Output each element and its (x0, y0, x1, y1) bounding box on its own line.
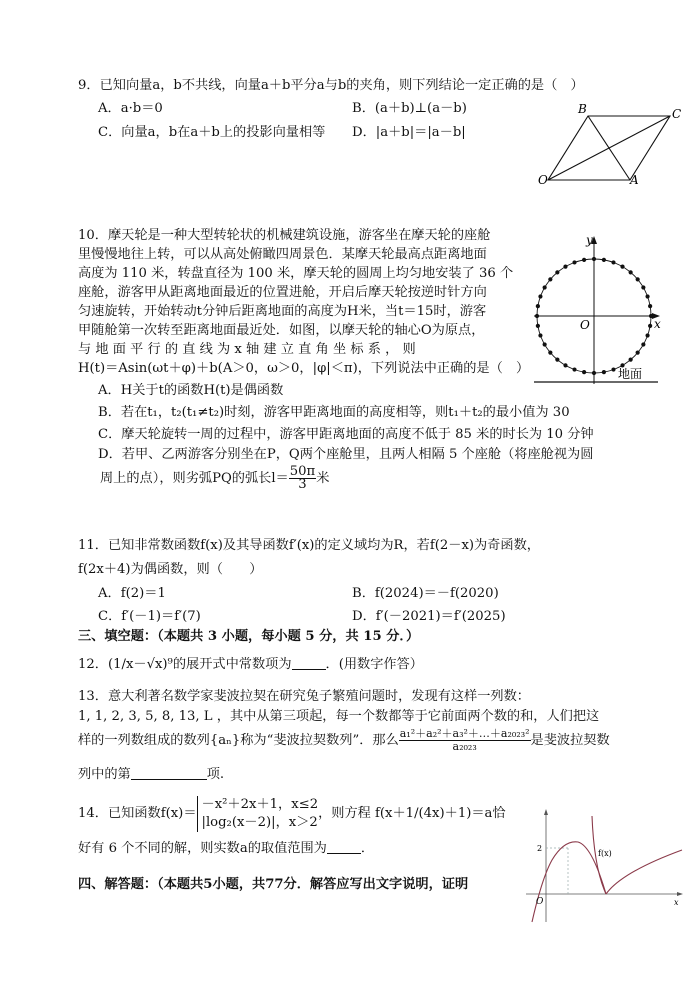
q14-line-2 (78, 840, 374, 858)
cabin-dot (563, 265, 567, 269)
q11-line-1: 11．已知非常数函数f(x)及其导函数f′(x)的定义域均为R，若f(2－x)为奇函数， (78, 538, 540, 553)
y-axis-arrow (544, 809, 548, 815)
cabin-dot (592, 257, 596, 261)
cabin-dot (538, 333, 542, 337)
q10-d-text-b: 米 (316, 471, 330, 486)
q10-option-b: B．若在t₁，t₂(t₁≠t₂)时刻，游客甲距离地面的高度相等，则t₁＋t₂的最小值为 30 (98, 405, 570, 420)
q13-line-1: 13．意大利著名数学家斐波拉契在研究兔子繁殖问题时，发现有这样一列数： (78, 689, 530, 704)
label-o: O (538, 173, 548, 187)
q9-option-c: C．向量a，b在a＋b上的投影向量相等 (98, 125, 326, 140)
cabin-dot (543, 285, 547, 289)
q14-piecewise (197, 796, 319, 832)
q10-option-d-line-2 (100, 466, 329, 491)
q13-line-2: 1, 1, 2, 3, 5, 8, 13, L ，其中从第三项起，每一个数都等于它前面两个数的和，人们把这 (78, 709, 600, 724)
cabin-dot (649, 314, 653, 318)
x-axis-arrow (677, 892, 683, 896)
cabin-dot (548, 277, 552, 281)
cabin-dot (572, 367, 576, 371)
q13-text-a: 样的一列数组成的数列{aₙ}称为“斐波拉契数列”．那么 (78, 733, 399, 748)
cabin-dot (555, 270, 559, 274)
q9-option-a: A．a·b＝0 (98, 101, 163, 116)
cabin-dot (582, 258, 586, 262)
q11-option-d: D．f′(－2021)＝f′(2025) (352, 609, 506, 624)
section-4-heading: 四、解答题：（本题共5小题，共77分．解答应写出文字说明，证明 (78, 877, 469, 892)
q9-option-d: D．|a＋b|＝|a－b| (352, 125, 466, 140)
q12-line (78, 653, 423, 677)
q11-line-2: f(2x＋4)为偶函数，则（ ） (78, 562, 263, 577)
cabin-dot (536, 304, 540, 308)
label-x: x (654, 317, 661, 331)
q10-option-a: A．H关于t的函数H(t)是偶函数 (98, 383, 284, 398)
q10-d-numerator: 50π (289, 464, 316, 479)
q12-prefix: 12． (78, 657, 108, 672)
q14-case-2: |log₂(x－2)|，x＞2 (201, 814, 318, 830)
cabin-dot (563, 363, 567, 367)
cabin-dot (636, 351, 640, 355)
q10-line-6: 甲随舱第一次转至距离地面最近处．如图，以摩天轮的轴心O为原点， (78, 323, 485, 338)
cabin-dot (592, 371, 596, 375)
cabin-dot (555, 358, 559, 362)
cabin-dot (629, 270, 633, 274)
cabin-dot (641, 285, 645, 289)
q13-text-c: 列中的第 (78, 767, 131, 782)
label-a: A (630, 173, 639, 187)
q10-line-4: 座舱，游客甲从距离地面最近的位置进舱，开启后摩天轮按逆时针方向 (78, 285, 487, 300)
label-x: x (674, 898, 679, 907)
label-ground: 地面 (618, 367, 643, 381)
q9-parallelogram-figure (534, 100, 684, 190)
q11-option-a: A．f(2)＝1 (98, 586, 166, 601)
q12-tail: ．(用数字作答） (325, 657, 423, 672)
q13-numerator: a₁²＋a₂²＋a₃²＋…＋a₂₀₂₃² (399, 727, 530, 740)
cabin-dot (620, 265, 624, 269)
section-3-heading: 三、填空题：（本题共 3 小题，每小题 5 分，共 15 分．） (78, 629, 420, 644)
cabin-dot (538, 294, 542, 298)
q14-line-1 (78, 794, 506, 834)
cabin-dot (543, 342, 547, 346)
q10-line-5: 匀速旋转，开始转动t分钟后距离地面的高度为H米，当t＝15时，游客 (78, 304, 487, 319)
q10-d-fraction (289, 466, 316, 491)
q14-function-graph (522, 808, 687, 926)
label-o: O (536, 897, 544, 907)
q13-line-3 (78, 727, 610, 755)
q10-option-d-line-1: D．若甲、乙两游客分别坐在P，Q两个座舱里，且两人相隔 5 个座舱（将座舱视为圆 (98, 447, 594, 462)
diagonal-ab (588, 116, 630, 180)
q12-suffix: 的展开式中常数项为 (172, 657, 292, 672)
q10-line-2: 里慢慢地往上转，可以从高处俯瞰四周景色．某摩天轮最高点距离地面 (78, 247, 487, 262)
q10-line-1: 10．摩天轮是一种大型转轮状的机械建筑设施，游客坐在摩天轮的座舱 (78, 228, 491, 243)
q9-option-b: B．(a＋b)⊥(a－b) (352, 101, 467, 116)
cabin-dot (611, 260, 615, 264)
cabin-dot (648, 304, 652, 308)
q10-option-c: C．摩天轮旋转一周的过程中，游客甲距离地面的高度不低于 85 米的时长为 10 分钟 (98, 427, 594, 442)
cabin-dot (629, 358, 633, 362)
q13-line-4 (78, 766, 224, 784)
curve-log-right (606, 850, 682, 894)
q12-answer-blank (292, 657, 326, 670)
label-fx: f(x) (598, 849, 612, 858)
cabin-dot (645, 333, 649, 337)
cabin-dot (582, 370, 586, 374)
q11-option-b: B．f(2024)＝－f(2020) (352, 586, 499, 601)
q10-d-denominator: 3 (298, 477, 307, 492)
q10-line-7: 与 地 面 平 行 的 直 线 为 x 轴 建 立 直 角 坐 标 系 ， 则 (78, 342, 416, 357)
cabin-dot (602, 370, 606, 374)
cabin-dot (641, 342, 645, 346)
q14-answer-blank (327, 841, 361, 854)
q14-suffix: ，则方程 f(x＋1/(4x)＋1)＝a恰 (318, 806, 506, 821)
label-c: C (672, 107, 682, 121)
cabin-dot (611, 367, 615, 371)
label-y2: 2 (537, 844, 543, 853)
cabin-dot (572, 260, 576, 264)
cabin-dot (602, 258, 606, 262)
cabin-dot (636, 277, 640, 281)
q9-stem: 9．已知向量a，b不共线，向量a＋b平分a与b的夹角，则下列结论一定正确的是（ ） (78, 78, 584, 93)
q12-expression: (1/x－√x)⁹ (107, 657, 173, 672)
q10-d-text-a: 周上的点），则劣弧PQ的弧长l＝ (100, 471, 289, 486)
cabin-dot (536, 324, 540, 328)
label-y: y (586, 233, 593, 247)
q14-text-b: ． (360, 841, 375, 856)
cabin-dot (648, 324, 652, 328)
label-o: O (580, 318, 590, 332)
q14-prefix: 14．已知函数f(x)＝ (78, 806, 197, 821)
q10-line-3: 高度为 110 米，转盘直径为 100 米，摩天轮的圆周上均匀地安装了 36 个 (78, 266, 514, 281)
q14-text-a: 好有 6 个不同的解，则实数a的取值范围为 (78, 841, 327, 856)
q10-line-8: H(t)＝Asin(ωt＋φ)＋b(A＞0，ω＞0，|φ|＜π)，下列说法中正确的是（ ） (78, 361, 530, 376)
q13-answer-blank (131, 767, 207, 780)
q13-text-d: 项. (206, 767, 225, 782)
cabin-dot (645, 294, 649, 298)
q13-text-b: 是斐波拉契数 (530, 733, 610, 748)
cabin-dot (548, 351, 552, 355)
q14-case-1: －x²＋2x＋1，x≤2 (201, 796, 319, 812)
q13-denominator: a₂₀₂₃ (452, 740, 477, 753)
q10-ferris-wheel-figure (530, 228, 670, 388)
q13-fraction (399, 728, 531, 753)
q11-option-c: C．f′(－1)＝f′(7) (98, 609, 201, 624)
cabin-dot (535, 314, 539, 318)
label-b: B (578, 102, 587, 116)
